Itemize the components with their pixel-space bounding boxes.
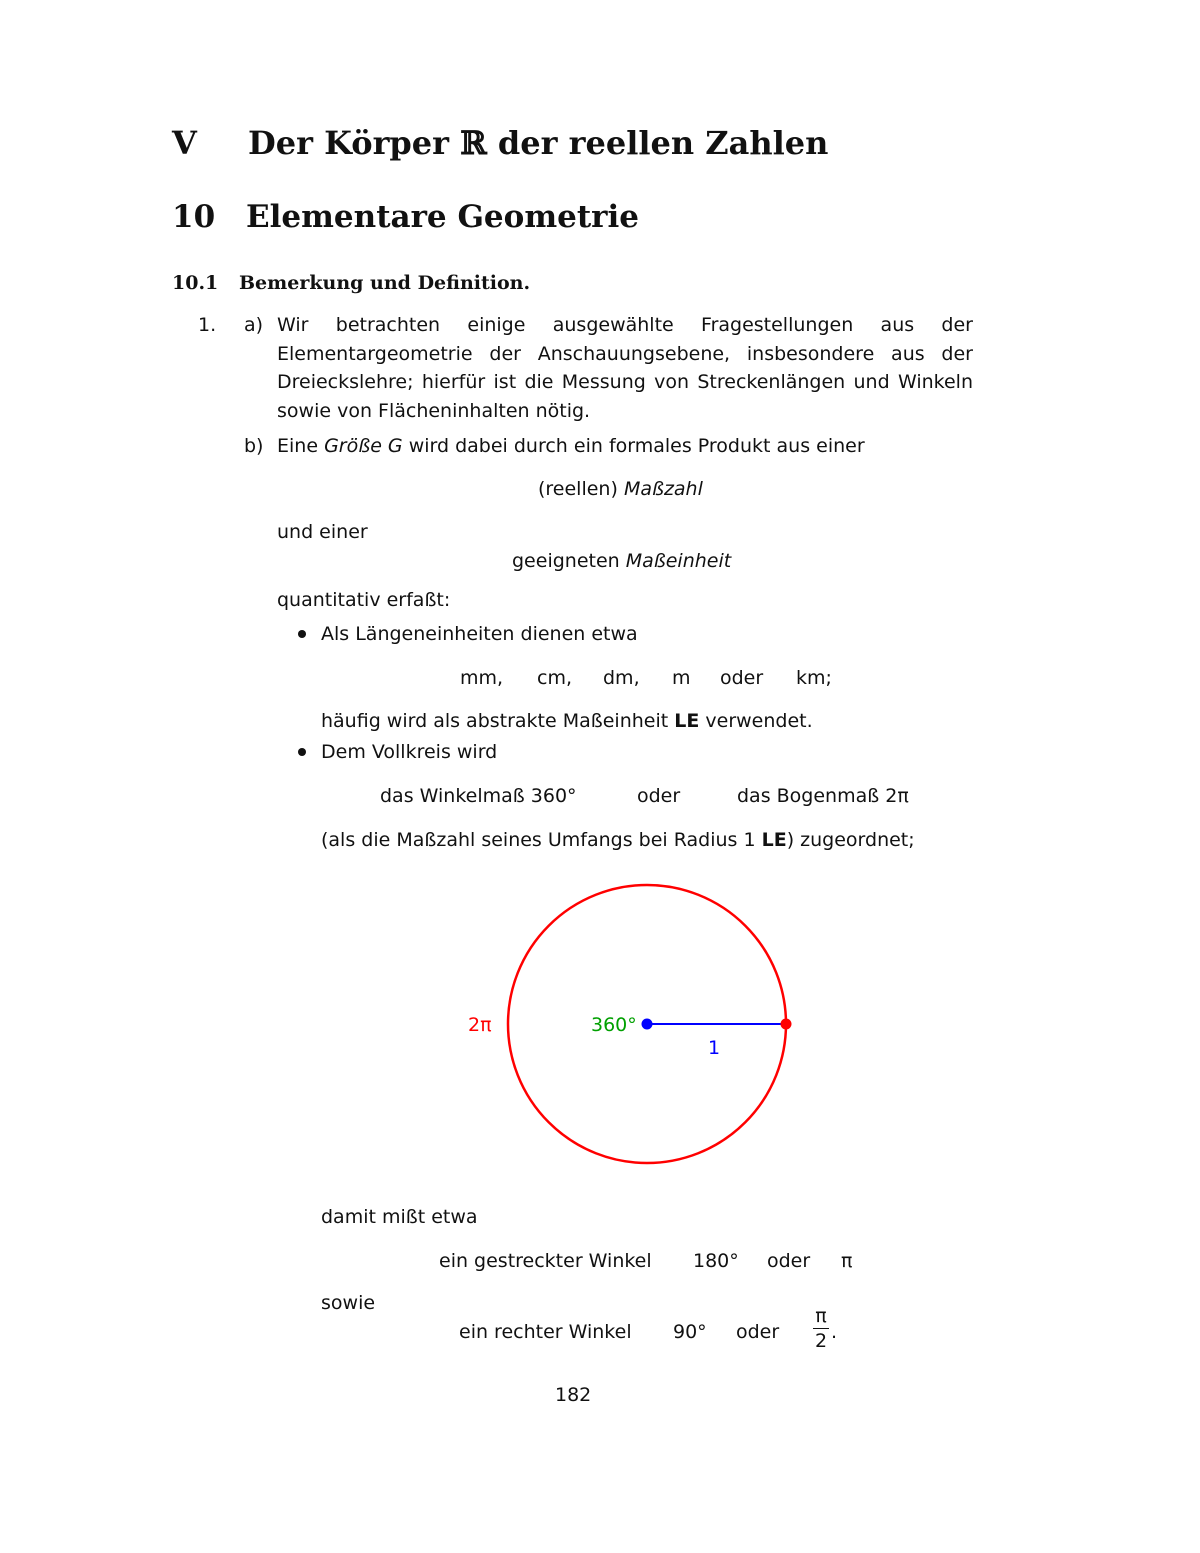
unit-cm: cm, (537, 667, 572, 689)
recht-deg: 90° (673, 1321, 707, 1343)
page-number: 182 (555, 1384, 592, 1406)
display-masszahl-plain: (reellen) (538, 478, 624, 500)
haeufig-post: verwendet. (699, 710, 813, 732)
le-unit: LE (761, 829, 787, 851)
paragraph-b (277, 432, 865, 460)
fraction-denominator: 2 (814, 1330, 828, 1352)
radius-label: 1 (708, 1037, 721, 1059)
unit-mm: mm, (460, 667, 504, 689)
gestreckt-oder: oder (767, 1250, 811, 1272)
winkelmass-oder: oder (637, 785, 681, 807)
unit-dm: dm, (603, 667, 640, 689)
damit-text: damit mißt etwa (321, 1206, 478, 1228)
als-die-pre: (als die Maßzahl seines Umfangs bei Radius 1 (321, 829, 762, 851)
le-unit: LE (674, 710, 700, 732)
subsection-title: Bemerkung und Definition. (239, 272, 531, 294)
circumference-label: 2π (468, 1014, 492, 1036)
bullet-vollkreis: Dem Vollkreis wird (321, 741, 498, 763)
item-number: 1. (198, 314, 217, 336)
fraction-bar (813, 1328, 829, 1329)
term-groesse: Größe G (324, 435, 403, 457)
gestreckt-deg: 180° (693, 1250, 739, 1272)
haeufig-text (321, 707, 813, 735)
fraction-numerator: π (815, 1305, 827, 1327)
display-masseinheit (512, 547, 731, 575)
recht-name: ein rechter Winkel (459, 1321, 632, 1343)
angle-label: 360° (591, 1014, 637, 1036)
center-point (642, 1019, 653, 1030)
bullet-laengeneinheiten: Als Längeneinheiten dienen etwa (321, 623, 638, 645)
item-a-label: a) (244, 314, 264, 336)
display-masszahl (538, 475, 703, 503)
bogenmass-text: das Bogenmaß 2π (737, 785, 909, 807)
quantitativ-text: quantitativ erfaßt: (277, 589, 451, 611)
gestreckt-name: ein gestreckter Winkel (439, 1250, 652, 1272)
bullet-dot (298, 630, 306, 638)
paragraph-b-post: wird dabei durch ein formales Produkt aus einer (402, 435, 865, 457)
part-title: Der Körper ℝ der reellen Zahlen (248, 124, 829, 162)
winkelmass-text: das Winkelmaß 360° (380, 785, 577, 807)
section-title: Elementare Geometrie (246, 199, 639, 235)
und-einer: und einer (277, 521, 368, 543)
bullet-dot (298, 748, 306, 756)
sowie-text: sowie (321, 1292, 376, 1314)
als-die-text (321, 826, 915, 854)
section-number: 10 (172, 199, 216, 235)
circle-point (781, 1019, 792, 1030)
unit-km: km; (796, 667, 832, 689)
paragraph-b-pre: Eine (277, 435, 325, 457)
subsection-number: 10.1 (172, 272, 219, 294)
part-number: V (172, 124, 197, 162)
unit-circle-figure (440, 870, 840, 1180)
unit-m: m (672, 667, 691, 689)
item-b-label: b) (244, 435, 264, 457)
unit-oder: oder (720, 667, 764, 689)
display-masseinheit-plain: geeigneten (512, 550, 626, 572)
term-masszahl: Maßzahl (623, 478, 703, 500)
recht-oder: oder (736, 1321, 780, 1343)
haeufig-pre: häufig wird als abstrakte Maßeinheit (321, 710, 675, 732)
paragraph-a: Wir betrachten einige ausgewählte Fragestellungen aus der Elementargeometrie der Anschauungsebene, insbesondere aus der Dreieckslehre; hierfür ist die Messung von Streckenlängen und Winkeln sowie von Flächeninhalten nötig. (277, 314, 973, 422)
recht-end: . (831, 1321, 838, 1343)
gestreckt-rad: π (841, 1250, 853, 1272)
als-die-post: ) zugeordnet; (786, 829, 915, 851)
term-masseinheit: Maßeinheit (625, 550, 732, 572)
pi-half-fraction (810, 1306, 832, 1351)
